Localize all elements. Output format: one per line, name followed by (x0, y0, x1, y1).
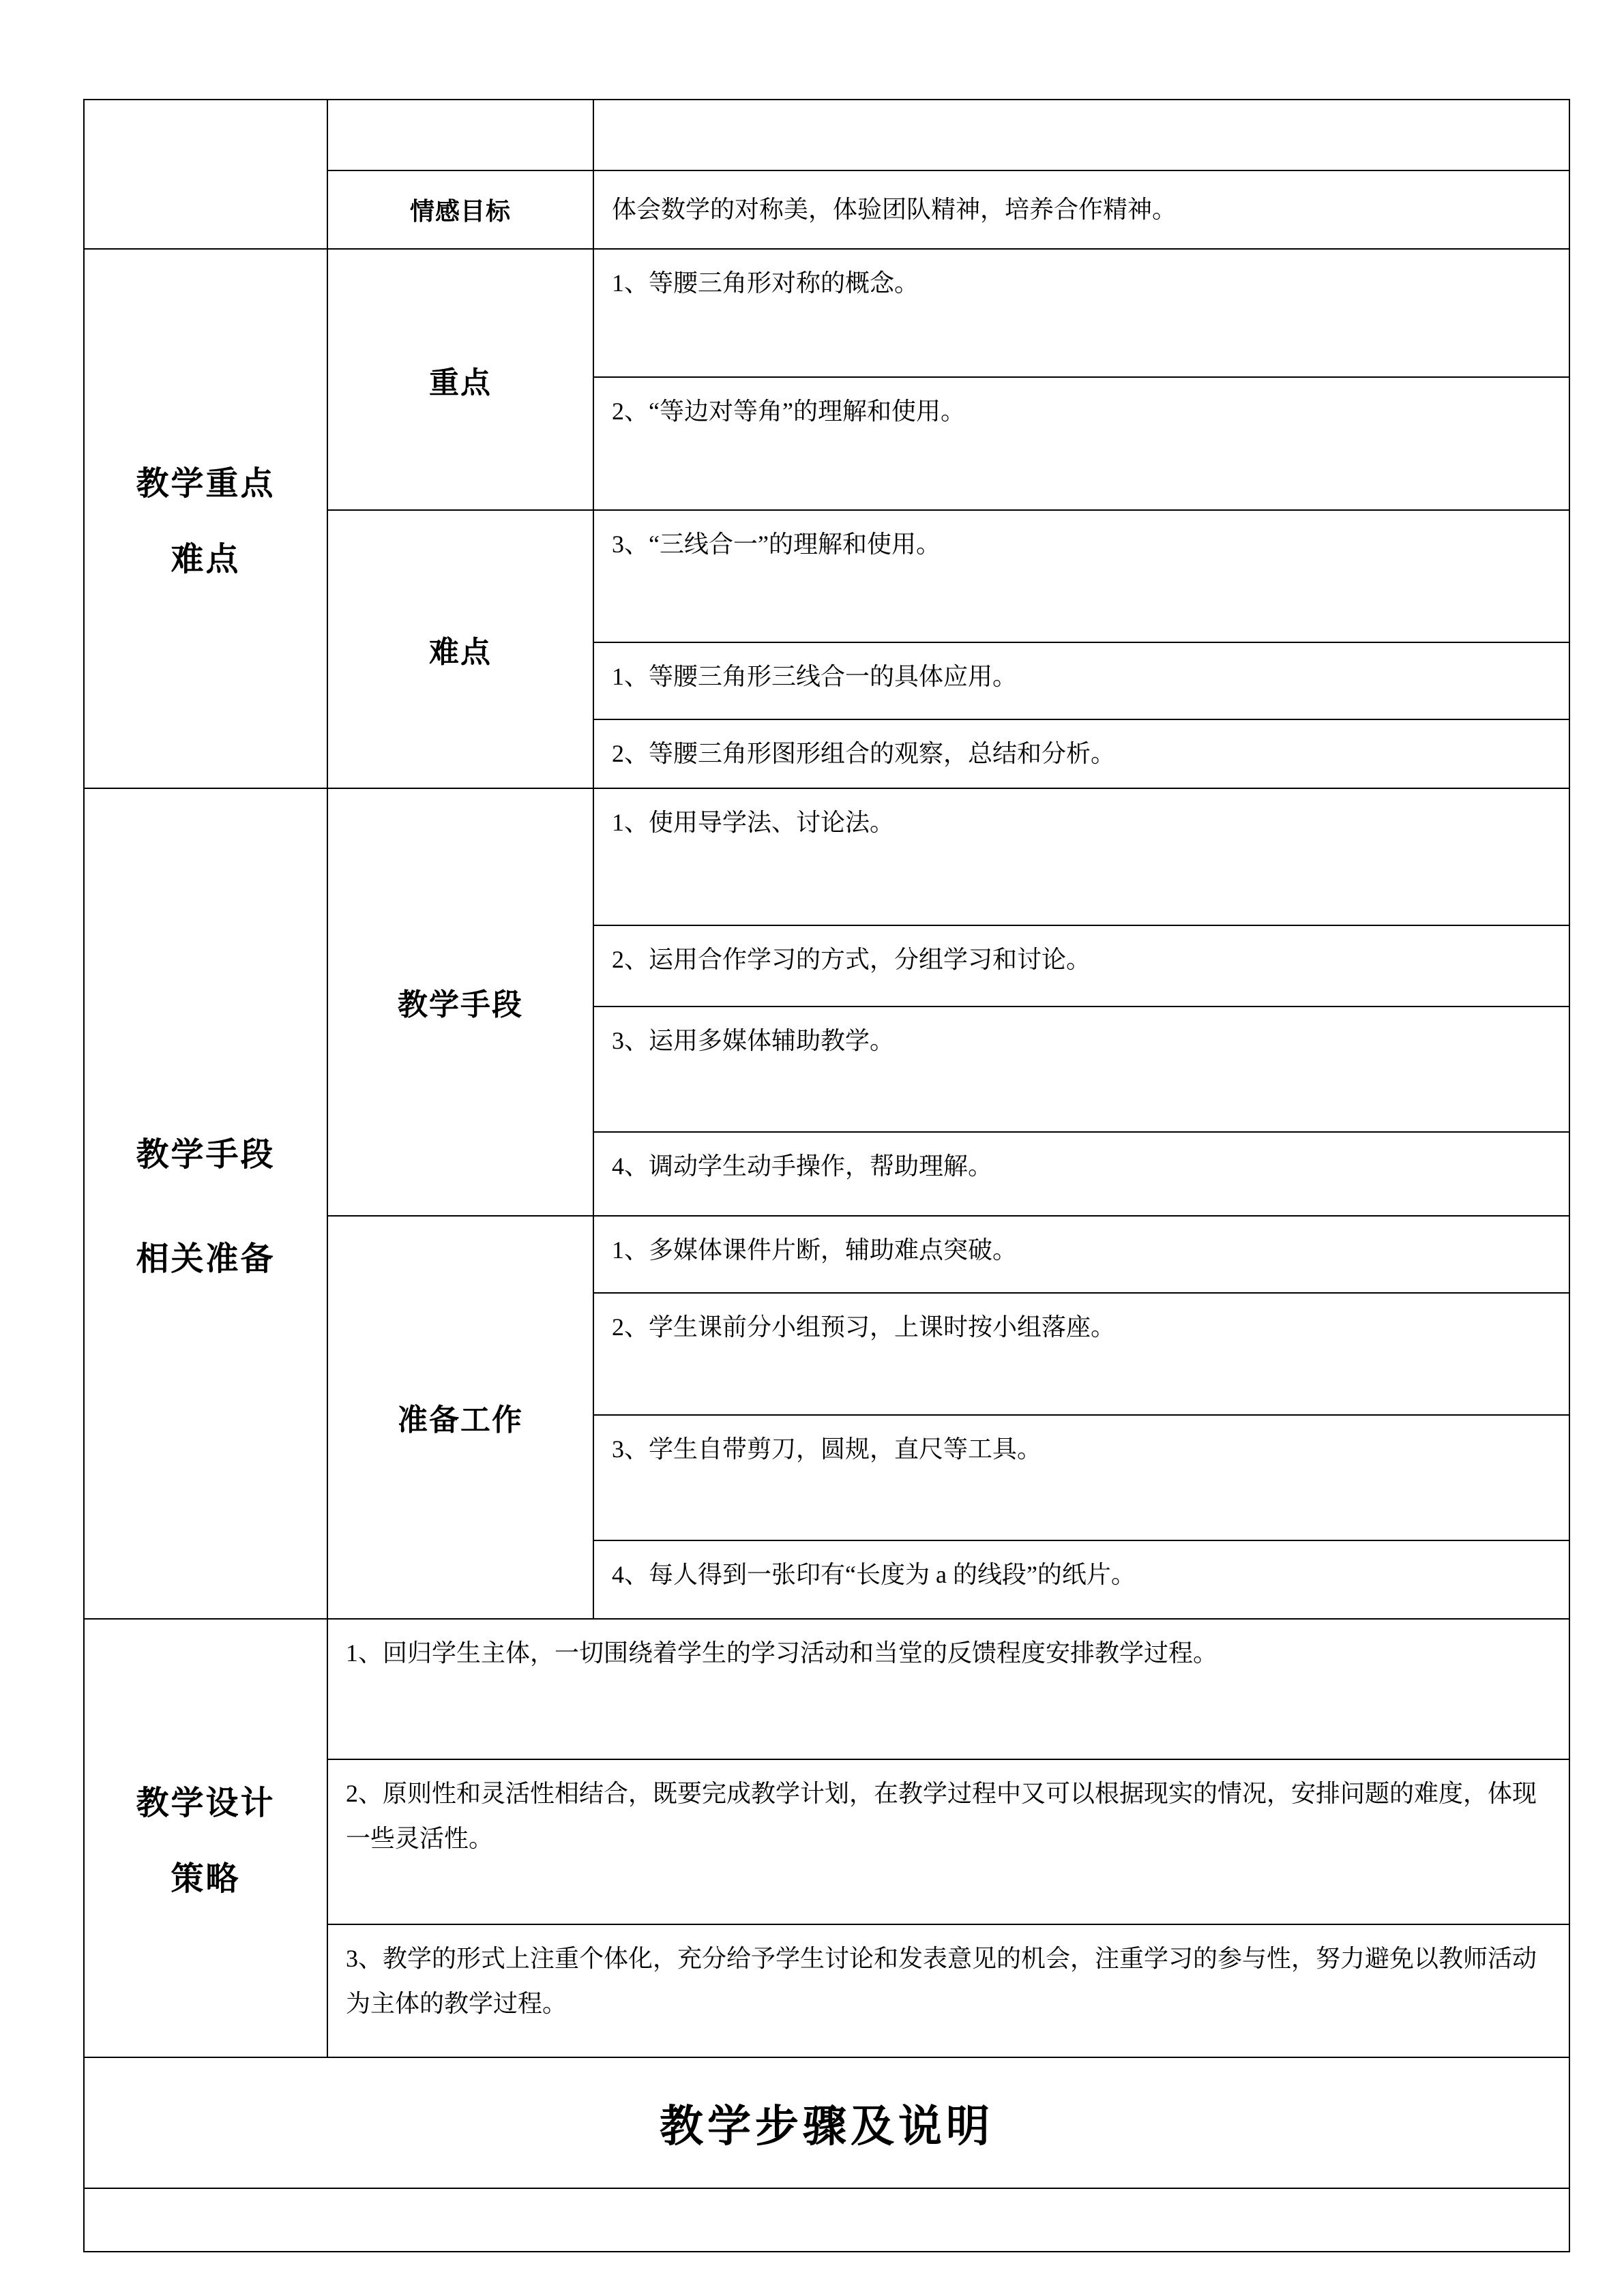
strategy-item: 1、回归学生主体，一切围绕着学生的学习活动和当堂的反馈程度安排教学过程。 (327, 1619, 1569, 1759)
strategy-section-label-line1: 教学设计 (136, 1785, 276, 1822)
keypoint-row (84, 249, 1569, 377)
strategy-section-label (84, 1619, 327, 2057)
method-item: 1、使用导学法、讨论法。 (593, 788, 1569, 925)
strategy-item: 3、教学的形式上注重个体化，充分给予学生讨论和发表意见的机会，注重学习的参与性，努力避免以教师活动为主体的教学过程。 (327, 1924, 1569, 2057)
steps-section-title: 教学步骤及说明 (84, 2057, 1569, 2188)
preparation-item: 4、每人得到一张印有“长度为 a 的线段”的纸片。 (593, 1540, 1569, 1619)
strategy-row (84, 1619, 1569, 1759)
preparation-group-label: 准备工作 (327, 1216, 593, 1619)
emotion-goal-content: 体会数学的对称美，体验团队精神，培养合作精神。 (593, 170, 1569, 249)
strategy-section-label-line2: 策略 (171, 1861, 241, 1898)
goals-row-partial (84, 100, 1569, 170)
method-item: 4、调动学生动手操作，帮助理解。 (593, 1132, 1569, 1216)
steps-empty-row (84, 2188, 1569, 2252)
keypoints-section-label-line2: 难点 (171, 541, 241, 578)
difficulty-group-label: 难点 (327, 510, 593, 788)
steps-title-row (84, 2057, 1569, 2188)
method-item: 2、运用合作学习的方式，分组学习和讨论。 (593, 925, 1569, 1007)
empty-cell (593, 100, 1569, 170)
goals-section-label-cell (84, 100, 327, 249)
empty-cell (327, 100, 593, 170)
preparation-item: 3、学生自带剪刀，圆规，直尺等工具。 (593, 1415, 1569, 1540)
preparation-item: 1、多媒体课件片断，辅助难点突破。 (593, 1216, 1569, 1293)
keypoints-section-label-line1: 教学重点 (136, 466, 276, 503)
lesson-plan-table (83, 99, 1570, 2252)
strategy-item: 2、原则性和灵活性相结合，既要完成教学计划，在教学过程中又可以根据现实的情况，安排问题的难度，体现一些灵活性。 (327, 1759, 1569, 1924)
emotion-goal-label: 情感目标 (327, 170, 593, 249)
difficulty-item: 1、等腰三角形三线合一的具体应用。 (593, 642, 1569, 719)
keypoint-item: 1、等腰三角形对称的概念。 (593, 249, 1569, 377)
method-item: 3、运用多媒体辅助教学。 (593, 1007, 1569, 1132)
keypoints-section-label (84, 249, 327, 788)
method-row (84, 788, 1569, 925)
methods-section-label-line1: 教学手段 (136, 1136, 276, 1173)
difficulty-item: 2、等腰三角形图形组合的观察，总结和分析。 (593, 719, 1569, 788)
keypoint-group-label: 重点 (327, 249, 593, 510)
preparation-item: 2、学生课前分小组预习，上课时按小组落座。 (593, 1293, 1569, 1415)
empty-cell (84, 2188, 1569, 2252)
methods-section-label-line2: 相关准备 (136, 1240, 276, 1277)
methods-section-label (84, 788, 327, 1619)
methods-group-label: 教学手段 (327, 788, 593, 1216)
difficulty-item: 3、“三线合一”的理解和使用。 (593, 510, 1569, 642)
keypoint-item: 2、“等边对等角”的理解和使用。 (593, 377, 1569, 510)
